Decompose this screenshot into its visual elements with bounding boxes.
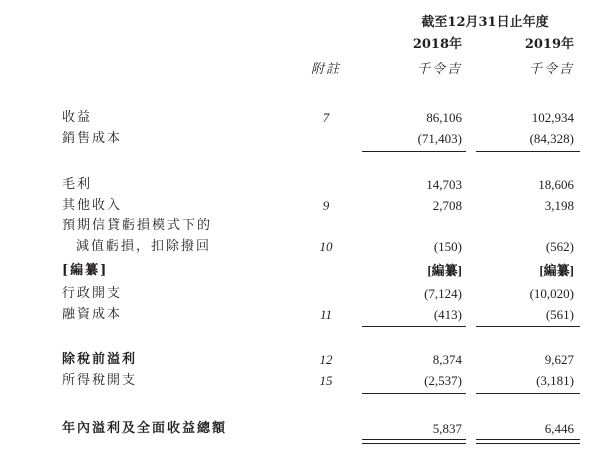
row-note-finance-costs: 11 xyxy=(319,307,333,322)
subtotal-rule-2018 xyxy=(362,151,466,152)
row-note-other-income: 9 xyxy=(322,198,330,213)
row-value-2018-admin-expenses: (7,124) xyxy=(424,286,462,301)
subtotal-rule-2019 xyxy=(476,326,580,327)
row-note-income-tax: 15 xyxy=(319,373,333,388)
row-value-2018-other-income: 2,708 xyxy=(432,198,462,213)
row-value-2018-impairment-loss: (150) xyxy=(433,239,462,254)
row-value-2019-redacted: [編纂] xyxy=(539,263,574,278)
row-value-2018-revenue: 86,106 xyxy=(426,110,462,125)
row-value-2018-profit-before-tax: 8,374 xyxy=(432,352,462,367)
row-value-2018-income-tax: (2,537) xyxy=(424,373,462,388)
row-label-cost-of-sales: 銷售成本 xyxy=(62,131,123,146)
row-value-2019-income-tax: (3,181) xyxy=(536,373,574,388)
row-value-2018-gross-profit: 14,703 xyxy=(426,177,462,192)
row-value-2018-redacted: [編纂] xyxy=(427,263,462,278)
row-value-2019-admin-expenses: (10,020) xyxy=(529,286,574,301)
row-value-2018-cost-of-sales: (71,403) xyxy=(417,131,462,146)
row-note-profit-before-tax: 12 xyxy=(319,352,333,367)
row-label-profit-before-tax: 除稅前溢利 xyxy=(62,352,138,367)
row-label-impairment-loss: 減值虧損，扣除撥回 xyxy=(76,239,212,254)
row-label-admin-expenses: 行政開支 xyxy=(62,286,123,301)
row-value-2019-total-comprehensive-income: 6,446 xyxy=(544,421,574,436)
row-value-2019-cost-of-sales: (84,328) xyxy=(529,131,574,146)
notes-column-header: 附註 xyxy=(310,62,341,77)
row-value-2019-other-income: 3,198 xyxy=(544,198,574,213)
subtotal-rule-2019 xyxy=(476,151,580,152)
period-header: 截至12月31日止年度 xyxy=(421,15,549,30)
unit-2018-header: 千令吉 xyxy=(416,62,462,77)
row-label-total-comprehensive-income: 年內溢利及全面收益總額 xyxy=(62,421,228,436)
row-label-finance-costs: 融資成本 xyxy=(62,307,123,322)
subtotal-rule-2018 xyxy=(362,393,466,394)
unit-2019-header: 千令吉 xyxy=(528,62,574,77)
row-note-impairment-loss: 10 xyxy=(319,239,333,254)
row-label-other-income: 其他收入 xyxy=(62,198,123,213)
row-value-2019-revenue: 102,934 xyxy=(531,110,574,125)
row-value-2018-finance-costs: (413) xyxy=(433,307,462,322)
row-note-revenue: 7 xyxy=(322,110,330,125)
row-label-gross-profit: 毛利 xyxy=(62,177,93,192)
total-double-rule-2018 xyxy=(362,439,466,444)
row-label-revenue: 收益 xyxy=(62,110,93,125)
row-label-redacted: [編纂] xyxy=(62,263,109,278)
row-label-income-tax: 所得稅開支 xyxy=(62,373,138,388)
row-value-2019-profit-before-tax: 9,627 xyxy=(544,352,574,367)
row-value-2019-gross-profit: 18,606 xyxy=(538,177,574,192)
row-value-2019-finance-costs: (561) xyxy=(545,307,574,322)
total-double-rule-2019 xyxy=(476,439,580,444)
row-label-ecl-line1: 預期信貸虧損模式下的 xyxy=(62,218,213,233)
row-value-2018-total-comprehensive-income: 5,837 xyxy=(432,421,462,436)
year-2018-header: 2018年 xyxy=(412,37,462,52)
subtotal-rule-2019 xyxy=(476,393,580,394)
year-2019-header: 2019年 xyxy=(524,37,574,52)
row-value-2019-impairment-loss: (562) xyxy=(545,239,574,254)
subtotal-rule-2018 xyxy=(362,326,466,327)
